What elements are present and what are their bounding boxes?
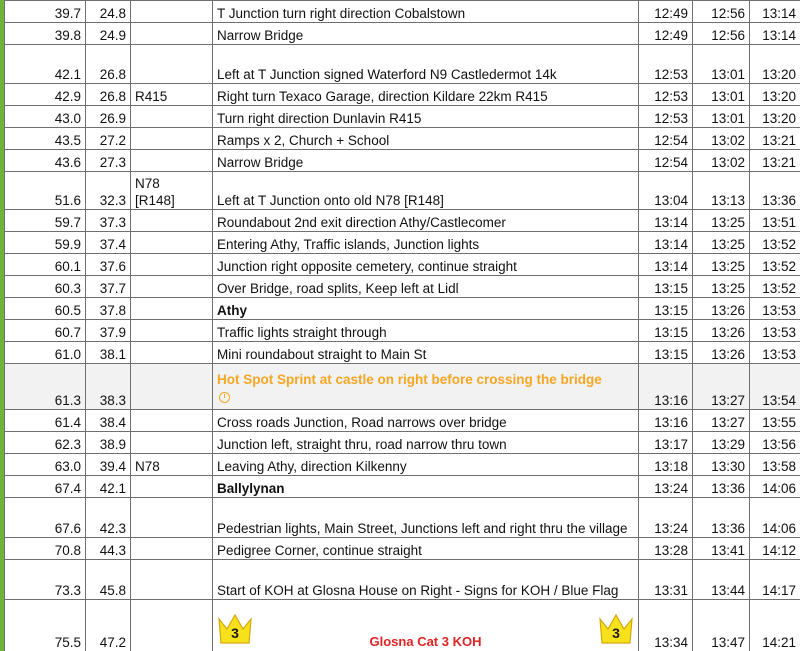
time-slow-cell: 14:12 [750,538,800,560]
km-cell: 51.6 [5,172,86,210]
road-line-1: N78 [135,176,160,191]
time-slow-cell: 13:58 [750,454,800,476]
time-fast-cell: 12:53 [639,84,693,106]
direction-cell: Traffic lights straight through [213,320,639,342]
time-fast-cell: 13:15 [639,320,693,342]
route-table [4,0,800,651]
time-mid-cell: 13:26 [693,298,750,320]
time-mid-cell: 13:27 [693,364,750,410]
direction-cell: Ramps x 2, Church + School [213,128,639,150]
time-slow-cell: 13:21 [750,128,800,150]
miles-cell: 44.3 [86,538,131,560]
miles-cell: 37.9 [86,320,131,342]
time-slow-cell: 14:06 [750,498,800,538]
miles-cell: 38.3 [86,364,131,410]
table-row [5,172,800,210]
time-fast-cell: 13:15 [639,298,693,320]
time-fast-cell: 13:14 [639,210,693,232]
time-slow-cell: 13:20 [750,106,800,128]
direction-cell: Junction left, straight thru, road narrow thru town [213,432,639,454]
table-row [5,232,800,254]
time-slow-cell: 13:52 [750,232,800,254]
road-cell [131,432,213,454]
direction-cell: Entering Athy, Traffic islands, Junction lights [213,232,639,254]
time-fast-cell: 13:28 [639,538,693,560]
table-row [5,254,800,276]
table-row [5,560,800,600]
table-row [5,45,800,84]
time-mid-cell: 13:25 [693,232,750,254]
time-slow-cell: 13:53 [750,298,800,320]
time-mid-cell: 12:56 [693,23,750,45]
miles-cell: 26.8 [86,45,131,84]
time-mid-cell: 13:01 [693,84,750,106]
road-cell [131,232,213,254]
road-cell: N78 [131,454,213,476]
km-cell: 73.3 [5,560,86,600]
crown-category: 3 [231,625,239,641]
time-mid-cell: 13:27 [693,410,750,432]
miles-cell: 37.4 [86,232,131,254]
time-mid-cell: 13:41 [693,538,750,560]
table-row [5,476,800,498]
km-cell: 62.3 [5,432,86,454]
km-cell: 59.9 [5,232,86,254]
km-cell: 60.5 [5,298,86,320]
time-slow-cell: 13:52 [750,254,800,276]
time-slow-cell: 14:06 [750,476,800,498]
time-mid-cell: 13:25 [693,276,750,298]
table-row [5,432,800,454]
table-row [5,298,800,320]
miles-cell: 42.3 [86,498,131,538]
table-row [5,1,800,23]
miles-cell: 26.8 [86,84,131,106]
time-fast-cell: 12:49 [639,23,693,45]
time-slow-cell: 13:53 [750,320,800,342]
km-cell: 60.3 [5,276,86,298]
time-fast-cell: 12:54 [639,150,693,172]
km-cell: 59.7 [5,210,86,232]
road-cell [131,298,213,320]
time-slow-cell: 13:20 [750,45,800,84]
direction-cell: Pedestrian lights, Main Street, Junctions left and right thru the village [213,498,639,538]
road-cell [131,476,213,498]
km-cell: 67.4 [5,476,86,498]
sprint-row [5,364,800,410]
road-cell [131,364,213,410]
direction-cell: Right turn Texaco Garage, direction Kildare 22km R415 [213,84,639,106]
time-fast-cell: 13:17 [639,432,693,454]
time-mid-cell: 13:01 [693,45,750,84]
road-cell [131,560,213,600]
time-fast-cell: 13:24 [639,476,693,498]
table-row [5,23,800,45]
miles-cell: 39.4 [86,454,131,476]
km-cell: 63.0 [5,454,86,476]
time-slow-cell: 13:56 [750,432,800,454]
miles-cell: 38.1 [86,342,131,364]
direction-cell [213,364,639,410]
km-cell: 60.1 [5,254,86,276]
miles-cell: 27.2 [86,128,131,150]
road-cell [131,498,213,538]
crown-icon [598,613,634,647]
time-slow-cell: 13:14 [750,1,800,23]
miles-cell: 38.4 [86,410,131,432]
miles-cell: 24.8 [86,1,131,23]
crown-category: 3 [612,625,620,641]
table-row [5,210,800,232]
koh-title: Glosna Cat 3 KOH [369,634,482,649]
time-fast-cell: 13:31 [639,560,693,600]
time-slow-cell: 14:21 [750,600,800,651]
time-fast-cell: 13:24 [639,498,693,538]
miles-cell: 37.7 [86,276,131,298]
road-cell [131,106,213,128]
miles-cell: 42.1 [86,476,131,498]
time-mid-cell: 13:47 [693,600,750,651]
km-cell: 42.1 [5,45,86,84]
km-cell: 39.8 [5,23,86,45]
time-mid-cell: 13:36 [693,476,750,498]
road-cell [131,150,213,172]
time-mid-cell: 13:29 [693,432,750,454]
time-fast-cell: 13:34 [639,600,693,651]
time-mid-cell: 13:02 [693,150,750,172]
direction-cell: Over Bridge, road splits, Keep left at Lidl [213,276,639,298]
table-row [5,128,800,150]
table-row [5,410,800,432]
time-mid-cell: 12:56 [693,1,750,23]
direction-cell [213,600,639,651]
miles-cell: 45.8 [86,560,131,600]
direction-cell: Left at T Junction signed Waterford N9 Castledermot 14k [213,45,639,84]
time-mid-cell: 13:44 [693,560,750,600]
time-mid-cell: 13:25 [693,254,750,276]
km-cell: 61.4 [5,410,86,432]
time-slow-cell: 13:36 [750,172,800,210]
miles-cell: 26.9 [86,106,131,128]
km-cell: 60.7 [5,320,86,342]
direction-cell: Left at T Junction onto old N78 [R148] [213,172,639,210]
road-cell [131,276,213,298]
direction-cell: Narrow Bridge [213,23,639,45]
direction-cell: Roundabout 2nd exit direction Athy/Castlecomer [213,210,639,232]
km-cell: 67.6 [5,498,86,538]
time-mid-cell: 13:36 [693,498,750,538]
km-cell: 42.9 [5,84,86,106]
time-slow-cell: 13:55 [750,410,800,432]
direction-cell: Mini roundabout straight to Main St [213,342,639,364]
table-row [5,320,800,342]
direction-cell: Leaving Athy, direction Kilkenny [213,454,639,476]
time-fast-cell: 13:16 [639,410,693,432]
koh-row [5,600,800,651]
time-fast-cell: 13:14 [639,232,693,254]
table-row [5,342,800,364]
miles-cell: 24.9 [86,23,131,45]
time-slow-cell: 13:20 [750,84,800,106]
table-row [5,498,800,538]
km-cell: 61.3 [5,364,86,410]
road-cell [131,23,213,45]
road-cell [131,172,213,210]
time-fast-cell: 12:53 [639,106,693,128]
road-cell [131,538,213,560]
table-row [5,84,800,106]
time-slow-cell: 14:17 [750,560,800,600]
direction-cell: Pedigree Corner, continue straight [213,538,639,560]
direction-cell: Ballylynan [213,476,639,498]
time-mid-cell: 13:30 [693,454,750,476]
time-mid-cell: 13:25 [693,210,750,232]
road-cell [131,210,213,232]
direction-cell: Start of KOH at Glosna House on Right - Signs for KOH / Blue Flag [213,560,639,600]
time-slow-cell: 13:51 [750,210,800,232]
km-cell: 70.8 [5,538,86,560]
road-cell [131,410,213,432]
road-cell [131,342,213,364]
time-fast-cell: 13:15 [639,342,693,364]
time-fast-cell: 13:15 [639,276,693,298]
miles-cell: 27.3 [86,150,131,172]
miles-cell: 47.2 [86,600,131,651]
table-row [5,454,800,476]
miles-cell: 37.3 [86,210,131,232]
road-cell [131,1,213,23]
time-mid-cell: 13:26 [693,342,750,364]
km-cell: 75.5 [5,600,86,651]
time-slow-cell: 13:14 [750,23,800,45]
time-slow-cell: 13:54 [750,364,800,410]
road-cell [131,254,213,276]
time-fast-cell: 13:18 [639,454,693,476]
km-cell: 43.5 [5,128,86,150]
time-fast-cell: 13:14 [639,254,693,276]
time-slow-cell: 13:53 [750,342,800,364]
time-fast-cell: 12:53 [639,45,693,84]
time-fast-cell: 12:49 [639,1,693,23]
direction-cell: Junction right opposite cemetery, continue straight [213,254,639,276]
road-cell [131,600,213,651]
road-line-2: [R148] [135,193,175,208]
road-cell [131,320,213,342]
time-fast-cell: 13:16 [639,364,693,410]
time-mid-cell: 13:02 [693,128,750,150]
koh-banner [213,601,638,651]
time-mid-cell: 13:26 [693,320,750,342]
stopwatch-icon [219,392,230,403]
time-fast-cell: 12:54 [639,128,693,150]
km-cell: 43.0 [5,106,86,128]
direction-cell: Athy [213,298,639,320]
miles-cell: 32.3 [86,172,131,210]
time-mid-cell: 13:13 [693,172,750,210]
time-fast-cell: 13:04 [639,172,693,210]
direction-cell: T Junction turn right direction Cobalstown [213,1,639,23]
miles-cell: 37.6 [86,254,131,276]
km-cell: 61.0 [5,342,86,364]
km-cell: 39.7 [5,1,86,23]
miles-cell: 38.9 [86,432,131,454]
miles-cell: 37.8 [86,298,131,320]
direction-cell: Turn right direction Dunlavin R415 [213,106,639,128]
table-row [5,538,800,560]
road-cell [131,128,213,150]
direction-cell: Narrow Bridge [213,150,639,172]
time-slow-cell: 13:52 [750,276,800,298]
direction-cell: Cross roads Junction, Road narrows over bridge [213,410,639,432]
km-cell: 43.6 [5,150,86,172]
table-row [5,150,800,172]
table-row [5,106,800,128]
table-row [5,276,800,298]
time-slow-cell: 13:21 [750,150,800,172]
road-cell: R415 [131,84,213,106]
sprint-label: Hot Spot Sprint at castle on right before crossing the bridge [217,372,602,387]
time-mid-cell: 13:01 [693,106,750,128]
road-cell [131,45,213,84]
